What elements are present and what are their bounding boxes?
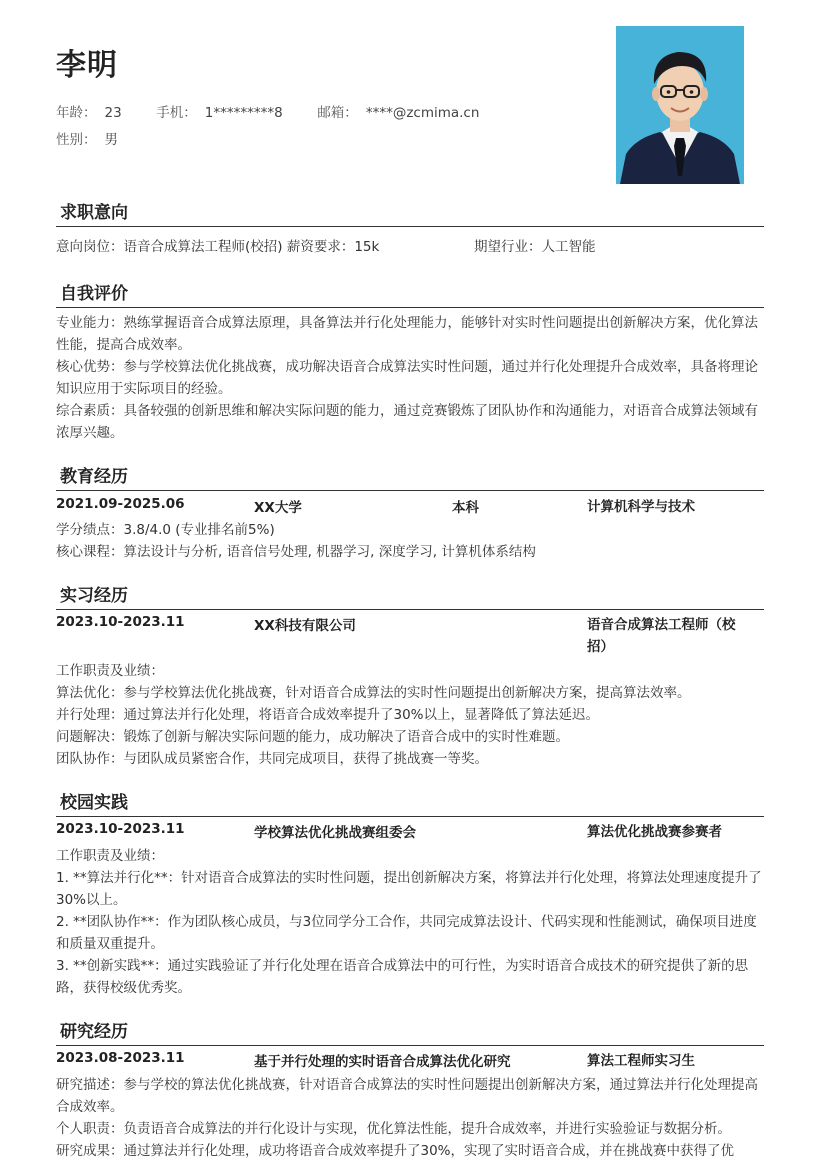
research-period: 2023.08-2023.11 bbox=[56, 1050, 185, 1066]
intent-industry: 期望行业：人工智能 bbox=[474, 239, 596, 255]
profile-photo bbox=[616, 26, 744, 184]
section-title: 实习经历 bbox=[60, 586, 128, 606]
self-eval-p1: 专业能力：熟练掌握语音合成算法原理，具备算法并行化处理能力，能够针对实时性问题提出创新解决方案，优化算法性能，提高合成效率。 bbox=[56, 315, 758, 353]
internship-company: XX科技有限公司 bbox=[254, 618, 356, 634]
section-internship bbox=[56, 581, 764, 610]
research-desc: 研究描述：参与学校的算法优化挑战赛，针对语音合成算法的实时性问题提出创新解决方案，通过算法并行化处理提高合成效率。 bbox=[56, 1077, 758, 1115]
research-result: 研究成果：通过算法并行化处理，成功将语音合成效率提升了30%，实现了实时语音合成，并在挑战赛中获得了优 bbox=[56, 1143, 735, 1159]
internship-duties-label: 工作职责及业绩： bbox=[56, 663, 164, 679]
section-title: 研究经历 bbox=[60, 1022, 128, 1042]
internship-duty-3: 问题解决：锻炼了创新与解决实际问题的能力，成功解决了语音合成中的实时性难题。 bbox=[56, 729, 569, 745]
education-courses: 核心课程：算法设计与分析, 语音信号处理, 机器学习, 深度学习, 计算机体系结构 bbox=[56, 544, 536, 560]
section-campus bbox=[56, 788, 764, 817]
section-research bbox=[56, 1017, 764, 1046]
campus-duty-3: 3. **创新实践**：通过实践验证了并行化处理在语音合成算法中的可行性，为实时语音合成技术的研究提供了新的思路，获得校级优秀奖。 bbox=[56, 958, 749, 996]
self-eval-p3: 综合素质：具备较强的创新思维和解决实际问题的能力，通过竞赛锻炼了团队协作和沟通能力，对语音合成算法领域有浓厚兴趣。 bbox=[56, 403, 758, 441]
age-value: 23 bbox=[104, 105, 122, 121]
internship-header-row bbox=[56, 614, 764, 655]
campus-duty-1: 1. **算法并行化**：针对语音合成算法的实时性问题，提出创新解决方案，将算法并行化处理，将算法处理速度提升了30%以上。 bbox=[56, 870, 762, 908]
education-degree: 本科 bbox=[452, 500, 479, 516]
section-title: 自我评价 bbox=[60, 284, 128, 304]
section-self-eval bbox=[56, 279, 764, 308]
gender-value: 男 bbox=[104, 132, 118, 148]
campus-header-row bbox=[56, 821, 764, 843]
phone-value: 1*********8 bbox=[204, 105, 283, 121]
internship-role: 语音合成算法工程师（校招） bbox=[587, 617, 736, 655]
section-title: 教育经历 bbox=[60, 467, 128, 487]
internship-period: 2023.10-2023.11 bbox=[56, 614, 185, 630]
portrait-illustration bbox=[616, 26, 744, 184]
research-project: 基于并行处理的实时语音合成算法优化研究 bbox=[254, 1054, 511, 1070]
section-title: 求职意向 bbox=[60, 203, 128, 223]
email-value: ****@zcmima.cn bbox=[365, 105, 480, 121]
gender-label: 性别： bbox=[56, 132, 97, 148]
campus-role: 算法优化挑战赛参赛者 bbox=[587, 824, 722, 840]
gender-row bbox=[56, 128, 118, 148]
internship-duty-1: 算法优化：参与学校算法优化挑战赛，针对语音合成算法的实时性问题提出创新解决方案，提高算法效率。 bbox=[56, 685, 691, 701]
campus-period: 2023.10-2023.11 bbox=[56, 821, 185, 837]
research-role: 算法工程师实习生 bbox=[587, 1053, 695, 1069]
research-header-row bbox=[56, 1050, 764, 1072]
education-period: 2021.09-2025.06 bbox=[56, 496, 185, 512]
section-title: 校园实践 bbox=[60, 793, 128, 813]
campus-duties-label: 工作职责及业绩： bbox=[56, 848, 164, 864]
internship-duty-4: 团队协作：与团队成员紧密合作，共同完成项目，获得了挑战赛一等奖。 bbox=[56, 751, 488, 767]
section-education bbox=[56, 462, 764, 491]
contact-row bbox=[56, 101, 479, 121]
education-gpa: 学分绩点：3.8/4.0 (专业排名前5%) bbox=[56, 522, 275, 538]
education-school: XX大学 bbox=[254, 500, 302, 516]
internship-duty-2: 并行处理：通过算法并行化处理，将语音合成效率提升了30%以上，显著降低了算法延迟。 bbox=[56, 707, 600, 723]
research-duty: 个人职责：负责语音合成算法的并行化设计与实现，优化算法性能，提升合成效率，并进行实验验证与数据分析。 bbox=[56, 1121, 731, 1137]
intent-position: 意向岗位：语音合成算法工程师(校招) bbox=[56, 239, 283, 255]
phone-label: 手机： bbox=[156, 105, 197, 121]
campus-org: 学校算法优化挑战赛组委会 bbox=[254, 825, 416, 841]
candidate-name: 李明 bbox=[56, 48, 118, 83]
campus-duty-2: 2. **团队协作**：作为团队核心成员，与3位同学分工合作，共同完成算法设计、代码实现和性能测试，确保项目进度和质量双重提升。 bbox=[56, 914, 757, 952]
age-label: 年龄： bbox=[56, 105, 97, 121]
intent-row bbox=[56, 236, 764, 258]
education-major: 计算机科学与技术 bbox=[587, 499, 695, 515]
email-label: 邮箱： bbox=[317, 105, 358, 121]
education-header-row bbox=[56, 496, 764, 518]
self-eval-p2: 核心优势：参与学校算法优化挑战赛，成功解决语音合成算法实时性问题，通过并行化处理提升合成效率，具备将理论知识应用于实际项目的经验。 bbox=[56, 359, 758, 397]
intent-salary: 薪资要求：15k bbox=[286, 239, 380, 255]
section-intent bbox=[56, 198, 764, 227]
